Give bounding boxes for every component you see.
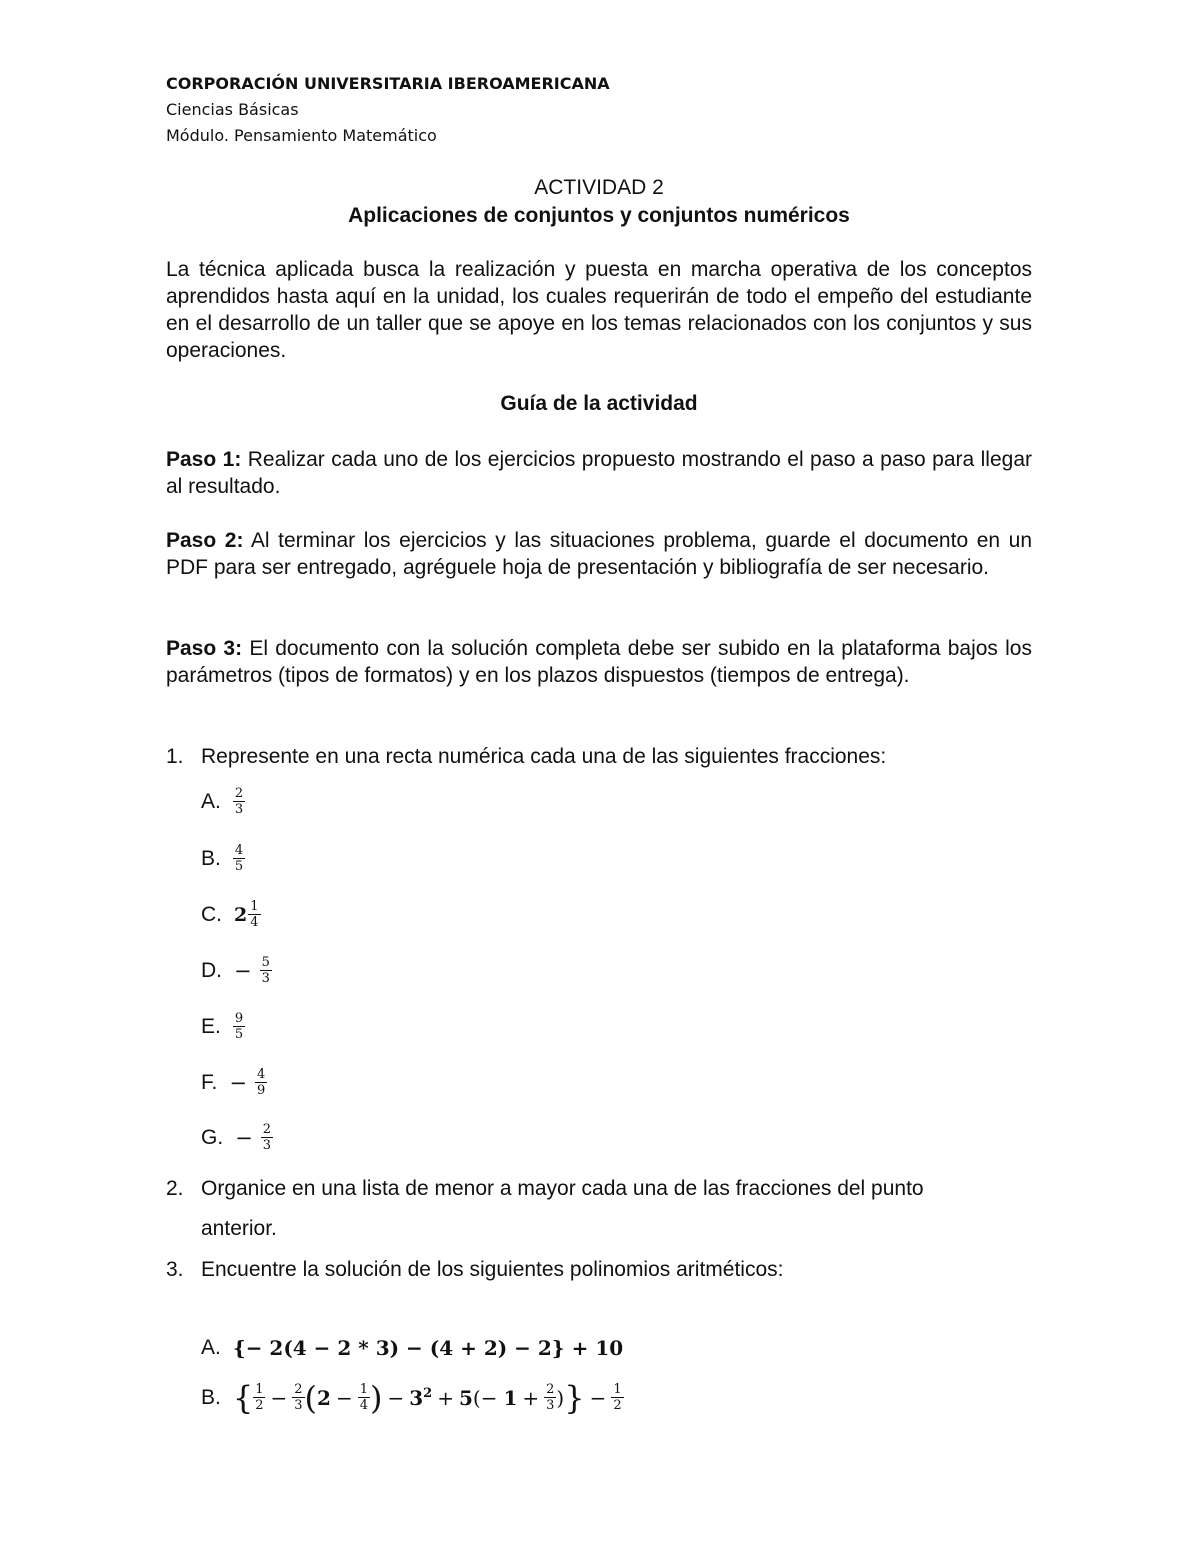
fraction	[233, 843, 245, 874]
question-2-line-2: anterior.	[201, 1217, 277, 1240]
step-2	[166, 527, 1032, 581]
denominator: 3	[546, 1398, 555, 1413]
numerator: 2	[546, 1382, 555, 1397]
guide-title: Guía de la actividad	[500, 392, 698, 415]
numerator: 4	[234, 843, 244, 858]
fraction-item-label: A.	[201, 789, 221, 813]
minus-sign: −	[335, 1385, 353, 1410]
fraction-1-2	[253, 1382, 265, 1413]
fraction	[233, 1011, 245, 1042]
denominator: 4	[359, 1398, 368, 1413]
fraction-item	[201, 1011, 245, 1042]
fraction-item-label: G.	[201, 1125, 224, 1149]
whole-part: 2	[234, 903, 248, 926]
denominator: 3	[261, 971, 270, 986]
step-3	[166, 635, 1032, 689]
number-one: 1	[503, 1385, 518, 1410]
step-2-text: Al terminar los ejercicios y las situaciones problema, guarde el documento en un PDF para ser entregado, agréguele hoja de presentación y bibliografía de ser necesario.	[166, 529, 1032, 579]
denominator: 2	[613, 1398, 622, 1413]
institution-name: CORPORACIÓN UNIVERSITARIA IBEROAMERICANA	[166, 74, 610, 93]
minus-sign: −	[270, 1385, 288, 1410]
step-3-text: El documento con la solución completa debe ser subido en la plataforma bajos los parámetros (tipos de formatos) y en los plazos dispuestos (tiempos de entrega).	[166, 637, 1032, 687]
close-paren: )	[369, 1378, 383, 1417]
question-2-line-1: Organice en una lista de menor a mayor cada una de las fracciones del punto	[201, 1177, 924, 1200]
question-1-number: 1.	[166, 745, 184, 768]
fraction-item	[201, 955, 272, 986]
numerator: 1	[250, 899, 259, 914]
number-five: 5	[458, 1385, 473, 1410]
fraction-item	[201, 1122, 273, 1153]
question-3-number: 3.	[166, 1258, 184, 1281]
fraction-item-label: E.	[201, 1014, 221, 1038]
numerator: 5	[261, 955, 270, 970]
minus-sign: −	[387, 1385, 405, 1410]
denominator: 4	[250, 915, 259, 930]
denominator: 3	[234, 802, 244, 817]
fraction-item	[201, 1067, 267, 1098]
step-1	[166, 446, 1032, 500]
numerator: 9	[234, 1011, 244, 1026]
module-name: Módulo. Pensamiento Matemático	[166, 126, 437, 145]
fraction-item-label: F.	[201, 1070, 218, 1094]
numerator: 1	[255, 1382, 264, 1397]
negative-sign: −	[234, 958, 252, 983]
fraction-item	[201, 899, 261, 930]
negative-sign: −	[229, 1070, 247, 1095]
fraction	[233, 786, 245, 817]
close-brace: }	[564, 1378, 585, 1417]
polynomial-b	[201, 1378, 624, 1417]
negative-sign: −	[235, 1125, 253, 1150]
fraction-item	[201, 786, 245, 817]
fraction-2-3-b	[544, 1382, 556, 1413]
step-1-text: Realizar cada uno de los ejercicios propuesto mostrando el paso a paso para llegar al resultado.	[166, 448, 1032, 498]
plus-sign: +	[522, 1385, 540, 1410]
denominator: 3	[294, 1398, 303, 1413]
fraction-item-label: D.	[201, 958, 222, 982]
step-2-label: Paso 2:	[166, 529, 244, 552]
close-paren: )	[556, 1385, 565, 1410]
fraction-1-4	[358, 1382, 370, 1413]
question-2-number: 2.	[166, 1177, 184, 1200]
faculty-name: Ciencias Básicas	[166, 100, 299, 119]
fraction-1-2-b	[611, 1382, 623, 1413]
polynomial-a-expression: {− 2(4 − 2 * 3) − (4 + 2) − 2} + 10	[232, 1336, 624, 1360]
exponent: 2	[423, 1386, 433, 1401]
fraction-item-label: C.	[201, 902, 222, 926]
polynomial-a	[201, 1336, 623, 1360]
denominator: 3	[262, 1138, 272, 1153]
denominator: 2	[255, 1398, 264, 1413]
open-paren: (	[304, 1378, 318, 1417]
activity-subtitle: Aplicaciones de conjuntos y conjuntos numéricos	[348, 204, 850, 227]
denominator: 9	[256, 1083, 266, 1098]
fraction	[248, 899, 260, 930]
polynomial-b-expression	[232, 1378, 624, 1417]
fraction	[261, 1122, 273, 1153]
question-1-text: Represente en una recta numérica cada una de las siguientes fracciones:	[201, 745, 887, 768]
number-three: 3	[409, 1385, 424, 1410]
numerator: 2	[294, 1382, 303, 1397]
numerator: 1	[613, 1382, 622, 1397]
polynomial-b-label: B.	[201, 1385, 221, 1409]
denominator: 5	[234, 1027, 244, 1042]
fraction-item	[201, 843, 245, 874]
open-brace: {	[232, 1378, 254, 1417]
polynomial-a-label: A.	[201, 1336, 221, 1359]
numerator: 2	[262, 1122, 272, 1137]
activity-title: ACTIVIDAD 2	[534, 176, 664, 199]
numerator: 1	[359, 1382, 368, 1397]
numerator: 2	[234, 786, 244, 801]
fraction-2-3	[292, 1382, 304, 1413]
step-3-label: Paso 3:	[166, 637, 243, 660]
open-paren-minus: (−	[472, 1385, 498, 1410]
intro-paragraph: La técnica aplicada busca la realización y puesta en marcha operativa de los conceptos aprendidos hasta aquí en la unidad, los cuales requerirán de todo el empeño del estudiante en el desarrollo de un taller que se apoye en los temas relacionados con los conjuntos y sus operaciones.	[166, 258, 1032, 362]
denominator: 5	[234, 859, 244, 874]
question-3-text: Encuentre la solución de los siguientes polinomios aritméticos:	[201, 1258, 784, 1281]
fraction	[255, 1067, 267, 1098]
fraction	[260, 955, 272, 986]
number-two: 2	[317, 1385, 331, 1410]
plus-sign: +	[437, 1385, 454, 1410]
numerator: 4	[256, 1067, 266, 1082]
fraction-item-label: B.	[201, 846, 221, 870]
minus-sign: −	[589, 1385, 607, 1410]
step-1-label: Paso 1:	[166, 448, 242, 471]
